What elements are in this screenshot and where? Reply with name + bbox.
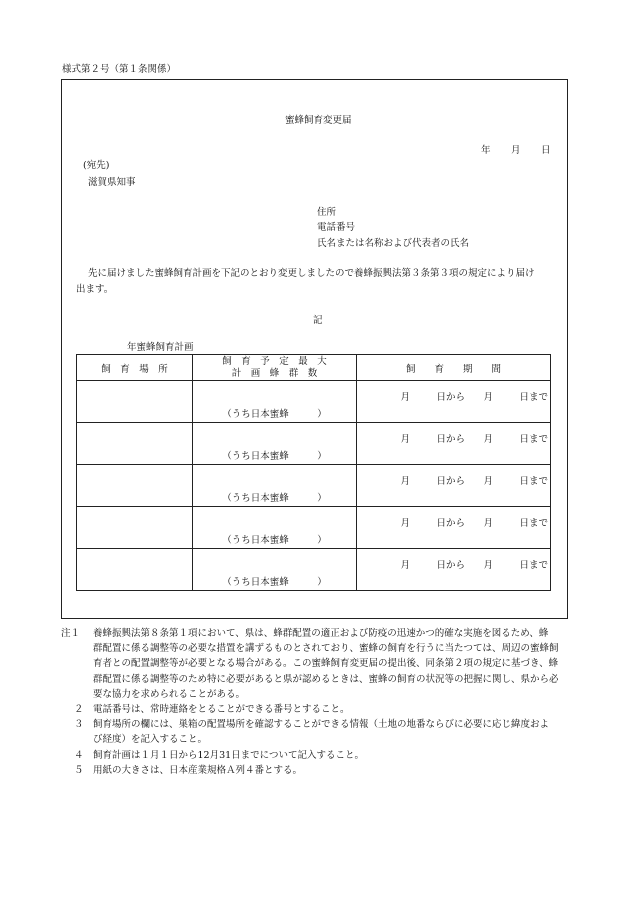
note-line: 用紙の大きさは、日本産業規格Ａ列４番とする。	[93, 764, 303, 776]
period-from: 日から	[436, 476, 465, 487]
addressee-prefix: (宛先)	[83, 160, 110, 171]
date-year: 年	[481, 145, 491, 156]
breeding-plan-table	[76, 354, 551, 591]
period-from: 日から	[436, 518, 465, 529]
note-num: ４	[74, 749, 84, 761]
note-line: 群配置に係る調整等のため特に必要があると県が認めるときは、蜜蜂の飼育の状況等の把握に関し、県から必	[93, 673, 559, 685]
note-line: 養蜂振興法第８条第１項において、県は、蜂群配置の適正および防疫の迅速かつ的確な実施を図るため、蜂	[93, 628, 549, 639]
note-item-1	[61, 626, 571, 702]
body-text-line-1: 先に届けました蜜蜂飼育計画を下記のとおり変更しましたので養蜂振興法第３条第３項の規定により届け	[88, 268, 535, 279]
header-period: 飼 育 期 間	[357, 355, 551, 381]
period-month-2: 月	[483, 434, 493, 445]
header-max-plan	[193, 355, 357, 381]
form-number-label: 様式第２号（第１条関係）	[62, 64, 177, 75]
table-row	[77, 549, 551, 591]
period-cell[interactable]	[357, 423, 551, 465]
note-line: び経度）を記入すること。	[93, 734, 208, 746]
period-month-1: 月	[400, 476, 410, 487]
place-cell[interactable]	[77, 423, 193, 465]
japanese-bee-note: （うち日本蜜蜂 ）	[222, 451, 327, 462]
period-month-2: 月	[483, 392, 493, 403]
place-cell[interactable]	[77, 507, 193, 549]
period-cell[interactable]	[357, 381, 551, 423]
period-to: 日まで	[519, 560, 548, 571]
colonies-cell[interactable]	[193, 507, 357, 549]
header-place: 飼 育 場 所	[77, 355, 193, 381]
body-text-line-2: 出ます。	[76, 284, 114, 295]
place-cell[interactable]	[77, 465, 193, 507]
note-number-1	[61, 626, 89, 641]
period-from: 日から	[436, 392, 465, 403]
applicant-name-label: 氏名または名称および代表者の氏名	[317, 238, 470, 249]
note-num: ５	[74, 764, 84, 776]
colonies-cell[interactable]	[193, 465, 357, 507]
applicant-address-label: 住所	[317, 207, 337, 218]
note-line: 育者との配置調整等が必要となる場合がある。この蜜蜂飼育変更届の提出後、同条第２項の規定に基づき、蜂	[93, 658, 559, 670]
header-max-plan-line-2: 計 画 蜂 群 数	[231, 367, 318, 379]
colonies-cell[interactable]	[193, 381, 357, 423]
ki-heading: 記	[313, 315, 323, 326]
note-line: 群配置に係る調整等の必要な措置を講ずるものとされており、蜜蜂の飼育を行うに当たつては、周辺の蜜蜂飼	[93, 643, 559, 655]
period-from: 日から	[436, 434, 465, 445]
table-header-row	[77, 355, 551, 381]
note-line: 要な協力を求められることがある。	[93, 688, 246, 700]
note-num: ３	[74, 719, 84, 731]
period-to: 日まで	[519, 434, 548, 445]
japanese-bee-note: （うち日本蜜蜂 ）	[222, 577, 327, 588]
note-line: 飼育場所の欄には、巣箱の配置場所を確認することができる情報（土地の地番ならびに必要に応じ緯度およ	[93, 719, 550, 731]
japanese-bee-note: （うち日本蜜蜂 ）	[222, 493, 327, 504]
period-month-1: 月	[400, 434, 410, 445]
note-line: 飼育計画は１月１日から12月31日までについて記入すること。	[93, 749, 364, 761]
note-num: １	[70, 628, 81, 639]
period-to: 日まで	[519, 476, 548, 487]
table-row	[77, 381, 551, 423]
japanese-bee-note: （うち日本蜜蜂 ）	[222, 535, 327, 546]
note-item-2	[61, 702, 571, 717]
note-item-3	[61, 717, 571, 747]
date-month: 月	[511, 145, 521, 156]
table-row	[77, 423, 551, 465]
note-line: 電話番号は、常時連絡をとることができる番号とすること。	[93, 704, 350, 716]
place-cell[interactable]	[77, 381, 193, 423]
table-row	[77, 465, 551, 507]
notes-section	[61, 626, 571, 778]
period-from: 日から	[436, 560, 465, 571]
period-cell[interactable]	[357, 507, 551, 549]
japanese-bee-note: （うち日本蜜蜂 ）	[222, 409, 327, 420]
table-caption: 年蜜蜂飼育計画	[127, 342, 194, 353]
colonies-cell[interactable]	[193, 549, 357, 591]
place-cell[interactable]	[77, 549, 193, 591]
note-item-5	[61, 763, 571, 778]
applicant-phone-label: 電話番号	[317, 222, 356, 233]
note-item-4	[61, 748, 571, 763]
period-month-1: 月	[400, 518, 410, 529]
period-month-2: 月	[483, 476, 493, 487]
period-month-2: 月	[483, 560, 493, 571]
period-month-1: 月	[400, 560, 410, 571]
note-num: ２	[74, 704, 84, 716]
form-title: 蜜蜂飼育変更届	[285, 115, 352, 126]
period-cell[interactable]	[357, 549, 551, 591]
addressee-name: 滋賀県知事	[88, 177, 136, 188]
period-to: 日まで	[519, 392, 548, 403]
period-month-2: 月	[483, 518, 493, 529]
date-day: 日	[541, 145, 551, 156]
period-to: 日まで	[519, 518, 548, 529]
period-month-1: 月	[400, 392, 410, 403]
colonies-cell[interactable]	[193, 423, 357, 465]
notes-label: 注	[61, 628, 71, 639]
table-row	[77, 507, 551, 549]
header-max-plan-line-1: 飼 育 予 定 最 大	[222, 355, 327, 367]
period-cell[interactable]	[357, 465, 551, 507]
